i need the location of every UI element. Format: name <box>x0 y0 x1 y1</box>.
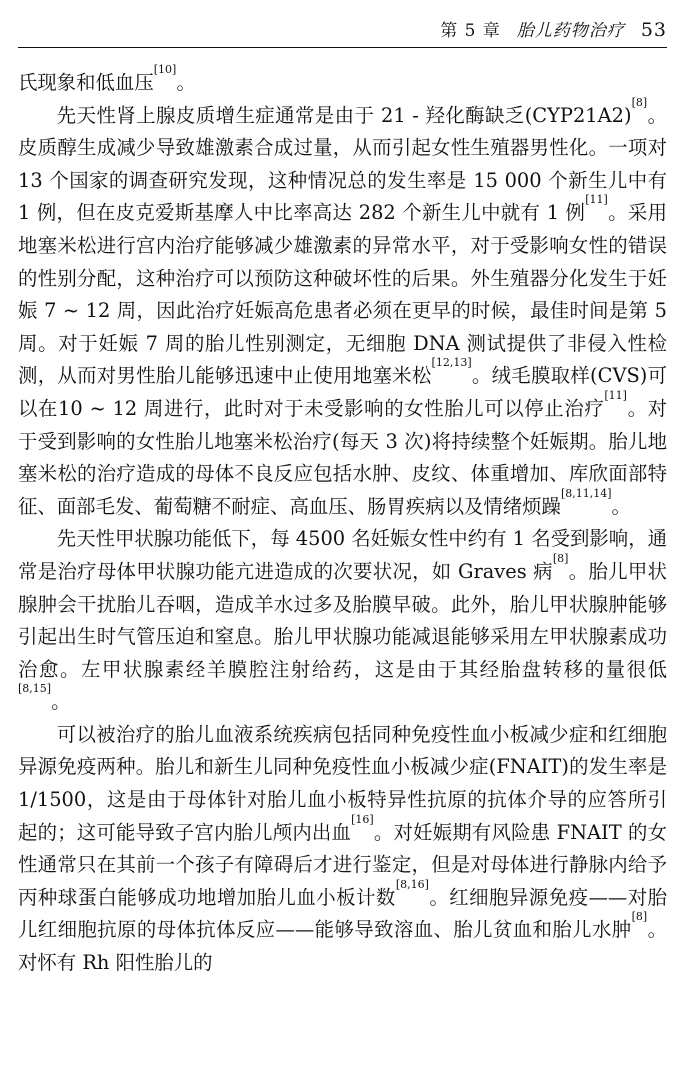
citation-ref: [8] <box>631 910 648 924</box>
text-run: 。采用地塞米松进行宫内治疗能够减少雄激素的异常水平，对于受影响女性的错误的性别分配，这种治疗可以预防这种破坏性的后果。外生殖器分化发生于妊娠 7 ~ 12 周，因此治疗妊娠高危患者必须在更早的时候，最佳时间是第 5 周。对于妊娠 7 周的胎儿性别测定，无细胞 DNA 测试提供了非侵入性检测，从而对男性胎儿能够迅速中止使用地塞米松 <box>18 201 668 388</box>
citation-ref: [12,13] <box>431 356 472 370</box>
text-run: 。红细胞异源免疫——对胎儿红细胞抗原的母体抗体反应——能够导致溶血、胎儿贫血和胎儿水肿 <box>18 885 668 942</box>
text-run: 可以被治疗的胎儿血液系统疾病包括同种免疫性血小板减少症和红细胞异源免疫两种。胎儿和新生儿同种免疫性血小板减少症(FNAIT)的发生率是 1/1500，这是由于母体针对胎儿血小板特异性抗原的抗体介导的应答所引起的；这可能导致子宫内胎儿颅内出血 <box>18 722 667 844</box>
running-header <box>18 14 667 48</box>
citation-ref: [8] <box>552 551 569 565</box>
paragraph <box>18 95 668 524</box>
citation-ref: [10] <box>153 63 177 76</box>
citation-ref: [16] <box>351 812 374 826</box>
text-run: 。皮质醇生成减少导致雄激素合成过量，从而引起女性生殖器男性化。一项对 13 个国家的调查研究发现，这种情况总的发生率是 15 000 个新生儿中有 1 例，但在皮克爱斯基摩人中比率高达 282 个新生儿中就有 1 例 <box>18 103 668 225</box>
citation-ref: [8,16] <box>395 877 429 891</box>
text-run: 。胎儿甲状腺肿会干扰胎儿吞咽，造成羊水过多及胎膜早破。此外，胎儿甲状腺肿能够引起出生时气管压迫和窒息。胎儿甲状腺功能减退能够采用左甲状腺素成功治愈。左甲状腺素经羊膜腔注射给药，这是由于其经胎盘转移的量很低 <box>18 559 668 681</box>
citation-ref: [8,15] <box>18 682 52 696</box>
text-run: 。对怀有 Rh 阳性胎儿的 <box>18 918 668 975</box>
text-run: 。绒毛膜取样(CVS)可以在10 ~ 12 周进行，此时对于未受影响的女性胎儿可以停止治疗 <box>18 364 668 420</box>
paragraph <box>18 63 667 100</box>
citation-ref: [11] <box>604 388 627 402</box>
paragraph <box>18 523 667 719</box>
citation-ref: [8,11,14] <box>560 486 612 500</box>
citation-ref: [11] <box>585 193 608 207</box>
text-run: 。对妊娠期有风险患 FNAIT 的女性通常只在其前一个孩子有障碍后才进行鉴定，但是对母体进行静脉内给予丙种球蛋白能够成功地增加胎儿血小板计数 <box>18 820 667 909</box>
text-run: 。 <box>176 71 196 94</box>
text-run: 氏现象和低血压 <box>18 71 154 94</box>
page-number: 53 <box>640 19 667 41</box>
text-run: 先天性甲状腺功能低下，每 4500 名妊娠女性中约有 1 名受到影响，通常是治疗母体甲状腺功能亢进造成的次要状况，如 Graves 病 <box>18 527 667 583</box>
text-run: 先天性肾上腺皮质增生症通常是由于 21 - 羟化酶缺乏(CYP21A2) <box>56 103 632 127</box>
paragraph <box>18 719 667 980</box>
text-run: 。 <box>51 690 71 714</box>
chapter-label: 第 5 章 <box>440 21 501 41</box>
body-text <box>18 63 668 980</box>
text-run: 。对于受到影响的女性胎儿地塞米松治疗(每天 3 次)将持续整个妊娠期。胎儿地塞米松的治疗造成的母体不良反应包括水肿、皮纹、体重增加、库欣面部特征、面部毛发、葡萄糖不耐症、高血压、肠胃疾病以及情绪烦躁 <box>18 396 668 518</box>
chapter-title: 胎儿药物治疗 <box>516 21 625 41</box>
text-run: 。 <box>611 494 631 518</box>
citation-ref: [8] <box>631 95 648 109</box>
